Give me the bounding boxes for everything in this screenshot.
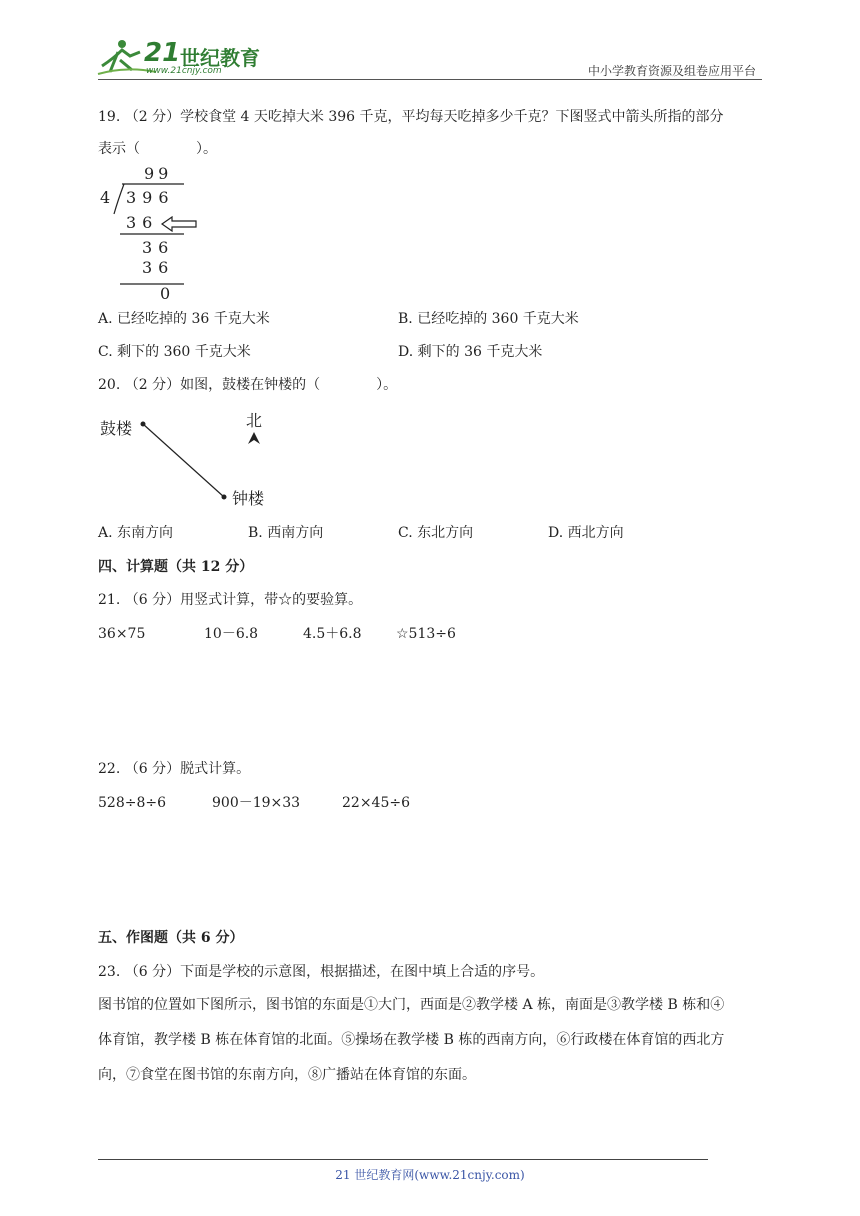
map-lines <box>96 404 296 514</box>
q20-option-a: A. 东南方向 <box>98 525 174 541</box>
q22-item-2: 900－19×33 <box>212 795 301 811</box>
arrow-left-icon <box>160 216 198 232</box>
division-remainder: 0 <box>160 284 171 303</box>
division-row2: 36 <box>142 238 175 257</box>
q20-option-b: B. 西南方向 <box>248 525 324 541</box>
q21-item-1: 36×75 <box>98 626 146 642</box>
logo-url: www.21cnjy.com <box>146 66 222 76</box>
division-row1: 36 <box>126 213 159 232</box>
division-quotient: 99 <box>144 164 173 183</box>
q19-stem-line2: 表示（ ）。 <box>98 141 217 157</box>
q21-item-4: ☆513÷6 <box>396 626 456 642</box>
division-divisor: 4 <box>100 188 111 207</box>
site-logo <box>96 36 266 80</box>
q21-item-2: 10－6.8 <box>204 626 259 642</box>
footer-text: 21 世纪教育网(www.21cnjy.com) <box>335 1168 525 1182</box>
footer-divider <box>98 1159 708 1160</box>
division-lines <box>96 160 206 305</box>
logo-text: 世纪教育 <box>180 46 260 70</box>
q19-option-a: A. 已经吃掉的 36 千克大米 <box>98 311 270 327</box>
q22-item-1: 528÷8÷6 <box>98 795 166 811</box>
section-5-title: 五、作图题（共 6 分） <box>98 930 244 946</box>
q20-option-d: D. 西北方向 <box>548 525 624 541</box>
platform-title: 中小学教育资源及组卷应用平台 <box>587 64 756 78</box>
q20-stem: 20. （2 分）如图，鼓楼在钟楼的（ ）。 <box>98 377 398 393</box>
logo-number: 21 <box>144 38 181 68</box>
header-divider <box>98 79 762 80</box>
q19-stem-line1: 19. （2 分）学校食堂 4 天吃掉大米 396 千克，平均每天吃掉多少千克？下图竖式中箭头所指的部分 <box>98 109 724 125</box>
division-row3: 36 <box>142 258 175 277</box>
section-4-title: 四、计算题（共 12 分） <box>98 559 254 575</box>
long-division-diagram <box>96 160 206 305</box>
tower-map-diagram <box>96 404 296 514</box>
q23-line-2: 体育馆，教学楼 B 栋在体育馆的北面。⑤操场在教学楼 B 栋的西南方向，⑥行政楼在体育馆的西北方 <box>98 1032 725 1048</box>
q22-item-3: 22×45÷6 <box>342 795 410 811</box>
north-label: 北 <box>246 411 263 430</box>
bell-tower-label: 钟楼 <box>232 489 265 508</box>
division-dividend: 396 <box>126 188 175 207</box>
q23-line-3: 向，⑦食堂在图书馆的东南方向，⑧广播站在体育馆的东面。 <box>98 1067 476 1083</box>
q20-option-c: C. 东北方向 <box>398 525 474 541</box>
q19-option-d: D. 剩下的 36 千克大米 <box>398 344 543 360</box>
north-arrow-icon <box>248 432 260 444</box>
q21-item-3: 4.5＋6.8 <box>303 626 362 642</box>
q19-option-c: C. 剩下的 360 千克大米 <box>98 344 251 360</box>
q19-option-b: B. 已经吃掉的 360 千克大米 <box>398 311 579 327</box>
drum-tower-label: 鼓楼 <box>100 419 133 438</box>
q23-stem: 23. （6 分）下面是学校的示意图，根据描述，在图中填上合适的序号。 <box>98 964 545 980</box>
q21-stem: 21. （6 分）用竖式计算，带☆的要验算。 <box>98 592 363 608</box>
q22-stem: 22. （6 分）脱式计算。 <box>98 761 251 777</box>
q23-line-1: 图书馆的位置如下图所示，图书馆的东面是①大门，西面是②教学楼 A 栋，南面是③教学楼 B 栋和④ <box>98 997 725 1013</box>
